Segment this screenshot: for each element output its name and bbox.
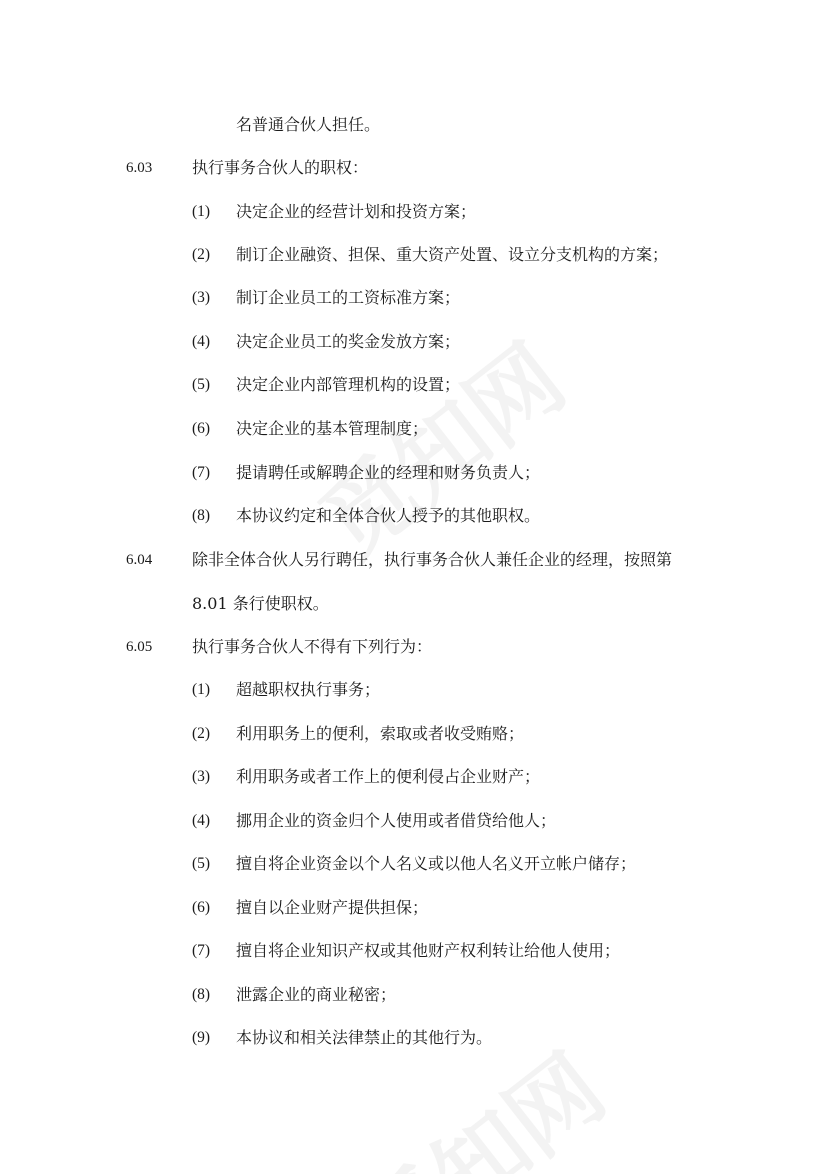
item-number: (4): [192, 333, 211, 350]
item-number: (1): [192, 203, 211, 220]
item-text: 泄露企业的商业秘密；: [236, 985, 397, 1004]
item-text: 擅自将企业资金以个人名义或以他人名义开立帐户储存；: [236, 854, 637, 873]
item-number: (1): [192, 681, 211, 698]
item-number: (7): [192, 464, 211, 481]
section-number: 6.04: [126, 552, 153, 568]
item-text: 制订企业融资、担保、重大资产处置、设立分支机构的方案；: [236, 245, 669, 264]
item-text: 挪用企业的资金归个人使用或者借贷给他人；: [236, 811, 557, 830]
item-text: 决定企业员工的奖金发放方案；: [236, 332, 461, 351]
item-text: 决定企业的基本管理制度；: [236, 419, 429, 438]
item-number: (8): [192, 507, 211, 524]
item-text: 利用职务上的便利，索取或者收受贿赂；: [236, 724, 525, 743]
item-text: 擅自将企业知识产权或其他财产权利转让给他人使用；: [236, 941, 621, 960]
item-number: (6): [192, 420, 211, 437]
item-text: 本协议和相关法律禁止的其他行为。: [236, 1028, 493, 1047]
item-number: (2): [192, 246, 211, 263]
item-text: 本协议约定和全体合伙人授予的其他职权。: [236, 506, 541, 525]
item-text: 擅自以企业财产提供担保；: [236, 898, 429, 917]
item-number: (7): [192, 942, 211, 959]
item-text: 决定企业的经营计划和投资方案；: [236, 202, 477, 221]
item-number: (4): [192, 812, 211, 829]
item-number: (5): [192, 855, 211, 872]
section-title: 执行事务合伙人不得有下列行为：: [192, 637, 433, 656]
item-number: (3): [192, 289, 211, 306]
item-text: 超越职权执行事务；: [236, 680, 381, 699]
item-number: (5): [192, 376, 211, 393]
section-title: 除非全体合伙人另行聘任，执行事务合伙人兼任企业的经理，按照第: [192, 550, 673, 569]
continuation-text: 名普通合伙人担任。: [236, 115, 381, 134]
section-6-04-continuation: 8.01 条行使职权。: [192, 594, 329, 613]
item-number: (9): [192, 1029, 211, 1046]
item-text: 利用职务或者工作上的便利侵占企业财产；: [236, 767, 541, 786]
item-text: 决定企业内部管理机构的设置；: [236, 375, 461, 394]
item-number: (3): [192, 768, 211, 785]
section-title: 执行事务合伙人的职权：: [192, 158, 369, 177]
item-number: (8): [192, 986, 211, 1003]
section-number: 6.05: [126, 639, 153, 655]
item-number: (6): [192, 899, 211, 916]
section-number: 6.03: [126, 160, 153, 176]
item-number: (2): [192, 725, 211, 742]
item-text: 制订企业员工的工资标准方案；: [236, 288, 461, 307]
item-text: 提请聘任或解聘企业的经理和财务负责人；: [236, 463, 541, 482]
